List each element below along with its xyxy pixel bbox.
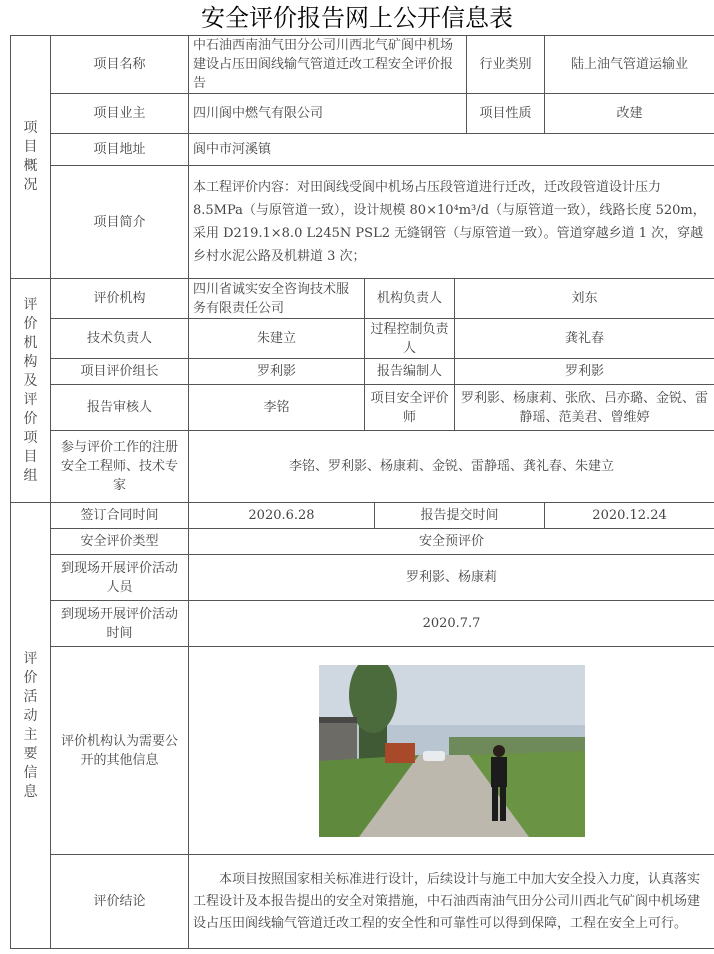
evaluators-label: 项目安全评价师 [365,385,455,431]
project-intro-label: 项目简介 [51,166,189,279]
project-name-value: 中石油西南油气田分公司川西北气矿阆中机场建设占压田阆线输气管道迁改工程安全评价报告 [189,36,467,94]
agency-value: 四川省诚实安全咨询技术服务有限责任公司 [189,279,365,319]
project-address-label: 项目地址 [51,134,189,166]
conclusion-label: 评价结论 [51,855,189,949]
reviewer-label: 报告审核人 [51,385,189,431]
submit-time-value: 2020.12.24 [545,503,714,529]
onsite-time-label: 到现场开展评价活动时间 [51,601,189,647]
eval-type-value: 安全预评价 [189,529,714,555]
project-address-value: 阆中市河溪镇 [189,134,714,166]
info-table [10,35,714,949]
evaluators-value: 罗利影、杨康莉、张欣、吕亦璐、金锐、雷静瑶、范美君、曾维婷 [455,385,714,431]
tech-lead-label: 技术负责人 [51,319,189,359]
contract-time-value: 2020.6.28 [189,503,375,529]
report-writer-value: 罗利影 [455,359,714,385]
site-photo-image [319,665,585,837]
contract-time-label: 签订合同时间 [51,503,189,529]
submit-time-label: 报告提交时间 [375,503,545,529]
industry-label: 行业类别 [467,36,545,94]
report-writer-label: 报告编制人 [365,359,455,385]
project-nature-label: 项目性质 [467,94,545,134]
project-owner-value: 四川阆中燃气有限公司 [189,94,467,134]
conclusion-value: 本项目按照国家相关标准进行设计，后续设计与施工中加大安全投入力度，认真落实工程设计及本报告提出的安全对策措施，中石油西南油气田分公司川西北气矿阆中机场建设占压田阆线输气管道迁改工程的安全性和可靠性可以得到保障，工程在安全上可行。 [189,855,714,949]
process-control-label: 过程控制负责人 [365,319,455,359]
industry-value: 陆上油气管道运输业 [545,36,714,94]
project-owner-label: 项目业主 [51,94,189,134]
agency-head-value: 刘东 [455,279,714,319]
team-leader-value: 罗利影 [189,359,365,385]
project-name-label: 项目名称 [51,36,189,94]
onsite-time-value: 2020.7.7 [189,601,714,647]
reviewer-value: 李铭 [189,385,365,431]
participants-value: 李铭、罗利影、杨康莉、金锐、雷静瑶、龚礼春、朱建立 [189,431,714,503]
other-info-label: 评价机构认为需要公开的其他信息 [51,647,189,855]
team-leader-label: 项目评价组长 [51,359,189,385]
site-photo [319,665,585,837]
section-overview-label: 项目概况 [11,36,51,279]
tech-lead-value: 朱建立 [189,319,365,359]
project-intro-value: 本工程评价内容：对田阆线受阆中机场占压段管道进行迁改，迁改段管道设计压力 8.5MPa（与原管道一致），设计规模 80×10⁴m³/d（与原管道一致），线路长度 520m，采用 D219.1×8.0 L245N PSL2 无缝钢管（与原管道一致）。管道穿越乡道 1 次，穿越乡村水泥公路及机耕道 3 次； [189,166,714,279]
process-control-value: 龚礼春 [455,319,714,359]
section-activity-label: 评价活动主要信息 [11,503,51,949]
agency-head-label: 机构负责人 [365,279,455,319]
agency-label: 评价机构 [51,279,189,319]
other-info-cell [189,647,714,855]
participants-label: 参与评价工作的注册安全工程师、技术专家 [51,431,189,503]
onsite-staff-label: 到现场开展评价活动人员 [51,555,189,601]
project-nature-value: 改建 [545,94,714,134]
onsite-staff-value: 罗利影、杨康莉 [189,555,714,601]
eval-type-label: 安全评价类型 [51,529,189,555]
section-org-label: 评价机构及评价项目组 [11,279,51,503]
page-title: 安全评价报告网上公开信息表 [201,4,513,32]
